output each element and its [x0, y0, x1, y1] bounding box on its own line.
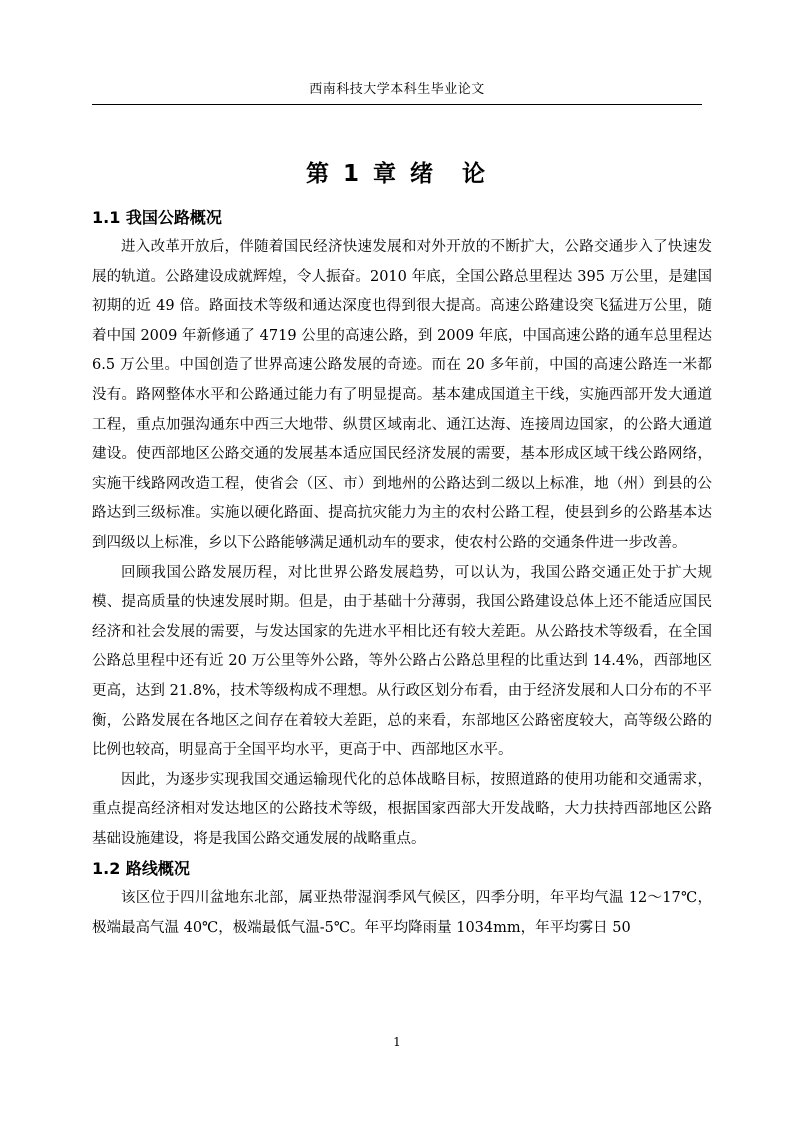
paragraph: 回顾我国公路发展历程，对比世界公路发展趋势，可以认为，我国公路交通正处于扩大规模、提高质量的快速发展时期。但是，由于基础十分薄弱，我国公路建设总体上还不能适应国民经济和社会发展的需要，与发达国家的先进水平相比还有较大差距。从公路技术等级看，在全国公路总里程中还有近 20 万公里等外公路，等外公路占公路总里程的比重达到 14.4%，西部地区更高，达到 21.8%，技术等级构成不理想。从行政区划分布看，由于经济发展和人口分布的不平衡，公路发展在各地区之间存在着较大差距，总的来看，东部地区公路密度较大，高等级公路的比例也较高，明显高于全国平均水平，更高于中、西部地区水平。 [92, 564, 712, 759]
page-number: 1 [393, 1035, 401, 1049]
header-title: 西南科技大学本科生毕业论文 [309, 82, 485, 97]
section-heading: 1.2 路线概况 [92, 859, 190, 879]
paragraph: 该区位于四川盆地东北部，属亚热带湿润季风气候区，四季分明，年平均气温 12～17℃，极端最高气温 40℃，极端最低气温-5℃。年平均降雨量 1034mm，年平均雾日 50 [92, 890, 712, 937]
page-header [92, 78, 702, 105]
paragraph: 因此，为逐步实现我国交通运输现代化的总体战略目标，按照道路的使用功能和交通需求，重点提高经济相对发达地区的公路技术等级，根据国家西部大开发战略，大力扶持西部地区公路基础设施建设，将是我国公路交通发展的战略重点。 [92, 771, 712, 847]
section-heading: 1.1 我国公路概况 [92, 208, 222, 227]
body-content [92, 203, 712, 944]
chapter-title: 第 1 章 绪 论 [305, 161, 489, 187]
paragraph: 进入改革开放后，伴随着国民经济快速发展和对外开放的不断扩大，公路交通步入了快速发展的轨道。公路建设成就辉煌，令人振奋。2010 年底，全国公路总里程达 395 万公里，是建国初期的近 49 倍。路面技术等级和通达深度也得到很大提高。高速公路建设突飞猛进万公里，随着中国 2009 年新修通了 4719 公里的高速公路，到 2009 年底，中国高速公路的通车总里程达 6.5 万公里。中国创造了世界高速公路发展的奇迹。而在 20 多年前，中国的高速公路连一米都没有。路网整体水平和公路通过能力有了明显提高。基本建成国道主干线，实施西部开发大通道工程，重点加强沟通东中西三大地带、纵贯区域南北、通江达海、连接周边国家，的公路大通道建设。使西部地区公路交通的发展基本适应国民经济发展的需要，基本形成区域干线公路网络，实施干线路网改造工程，使省会（区、市）到地州的公路达到二级以上标准，地（州）到县的公路达到三级标准。实施以硬化路面、提高抗灾能力为主的农村公路工程，使县到乡的公路基本达到四级以上标准，乡以下公路能够满足通机动车的要求，使农村公路的交通条件进一步改善。 [92, 239, 712, 551]
